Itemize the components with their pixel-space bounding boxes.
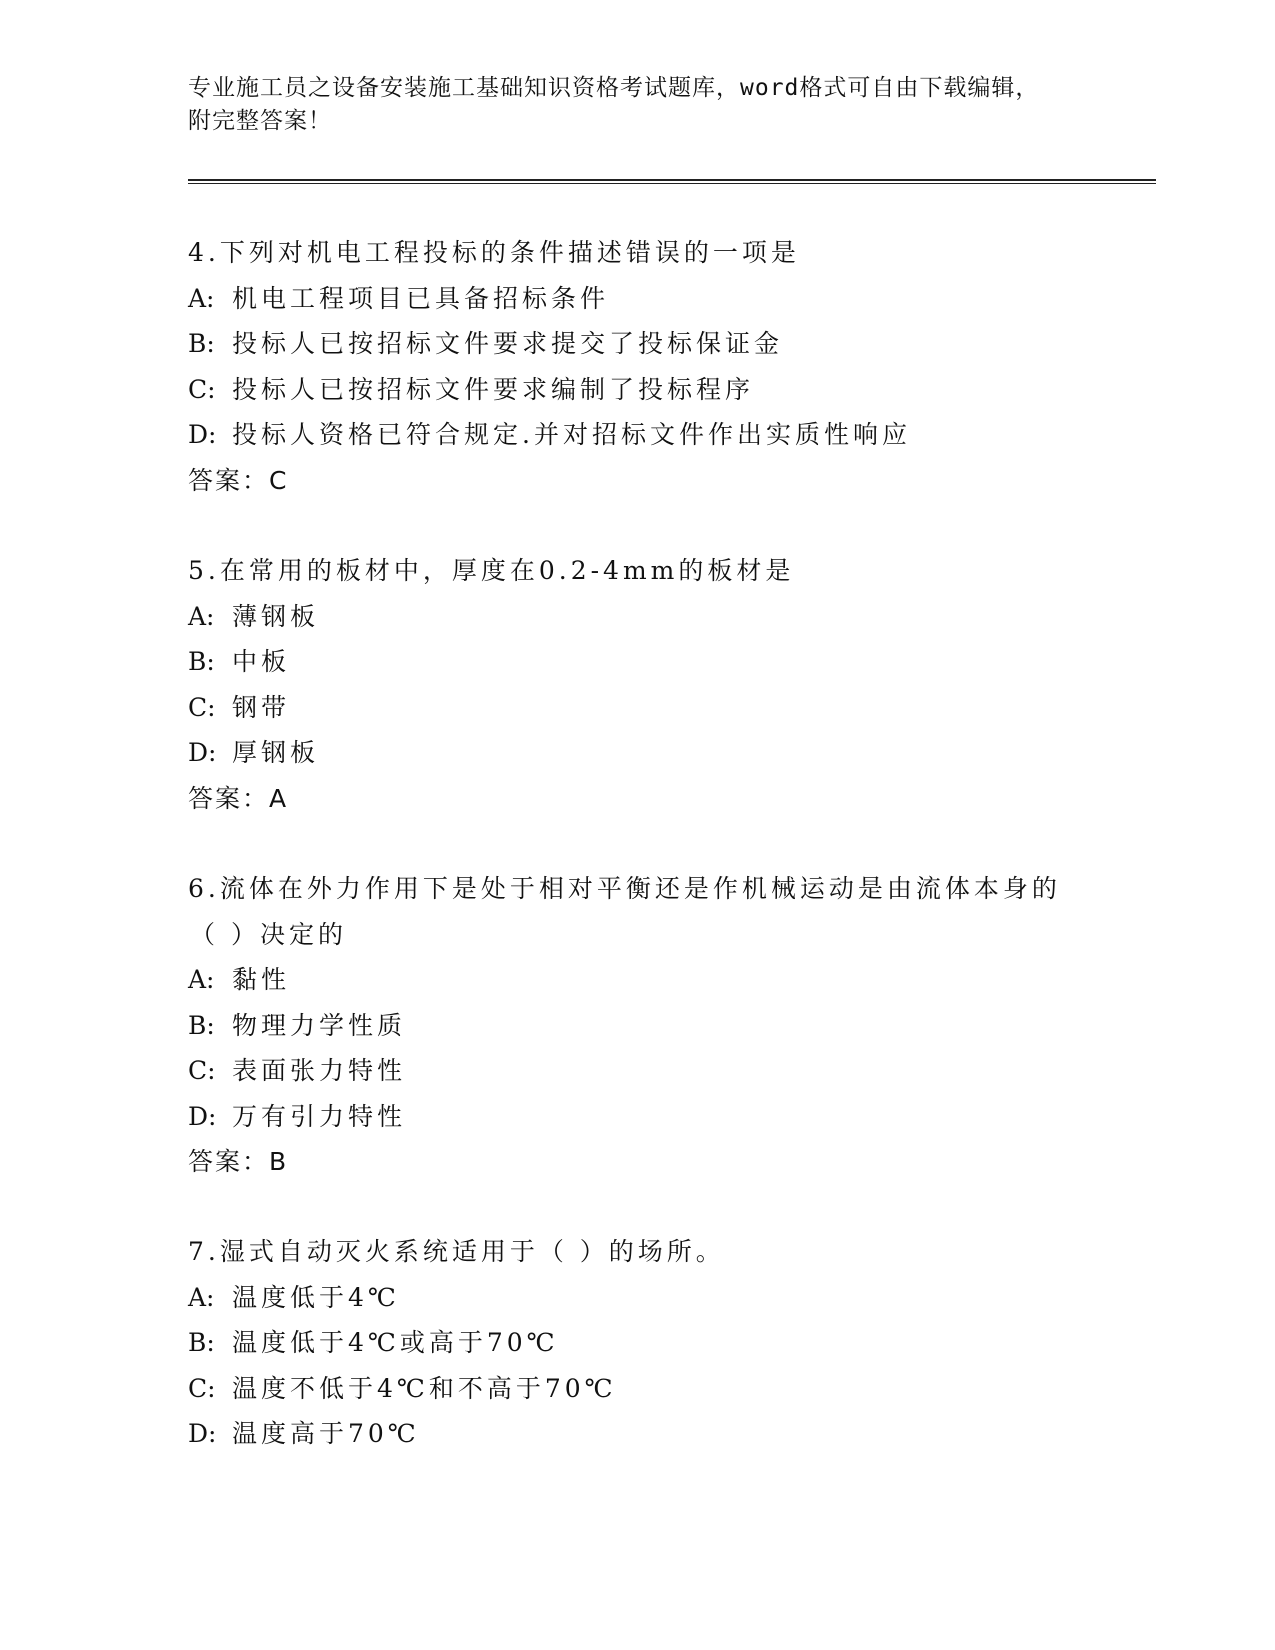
option-letter: A: xyxy=(188,601,215,631)
question-stem: 5.在常用的板材中，厚度在0.2-4mm的板材是 xyxy=(188,556,795,585)
option-text: 钢带 xyxy=(232,692,291,722)
option-b xyxy=(188,321,1088,367)
question-stem: 6.流体在外力作用下是处于相对平衡还是作机械运动是由流体本身的 xyxy=(188,874,1061,903)
option-text: 投标人资格已符合规定.并对招标文件作出实质性响应 xyxy=(232,420,911,449)
option-letter: A: xyxy=(188,965,215,994)
option-c xyxy=(188,685,1088,731)
option-letter: B: xyxy=(188,1328,215,1357)
document-header xyxy=(188,72,1068,138)
question-7 xyxy=(188,1229,1088,1457)
option-c xyxy=(188,1048,1088,1094)
question-stem-continued: （ ）决定的 xyxy=(190,919,347,949)
option-text: 表面张力特性 xyxy=(232,1056,407,1085)
option-letter: A: xyxy=(188,1282,215,1312)
option-a xyxy=(188,276,1088,322)
option-letter: D: xyxy=(188,738,217,767)
option-letter: D: xyxy=(188,420,217,449)
question-6 xyxy=(188,866,1088,1185)
option-letter: A: xyxy=(188,283,215,313)
option-text: 温度不低于4℃和不高于70℃ xyxy=(232,1373,617,1403)
question-4 xyxy=(188,230,1088,503)
option-text: 温度低于4℃ xyxy=(232,1282,400,1312)
option-b xyxy=(188,639,1088,685)
option-letter: C: xyxy=(188,374,216,404)
option-letter: D: xyxy=(188,1101,217,1131)
option-letter: B: xyxy=(188,329,215,358)
option-text: 温度高于70℃ xyxy=(232,1419,420,1448)
option-text: 中板 xyxy=(232,647,291,676)
question-stem: 4.下列对机电工程投标的条件描述错误的一项是 xyxy=(188,238,800,267)
option-letter: B: xyxy=(188,647,215,676)
question-stem: 7.湿式自动灭火系统适用于（ ）的场所。 xyxy=(188,1237,725,1266)
option-a xyxy=(188,1275,1088,1321)
option-a xyxy=(188,594,1088,640)
option-d xyxy=(188,1094,1088,1140)
option-letter: B: xyxy=(188,1010,215,1040)
option-text: 薄钢板 xyxy=(232,601,320,631)
option-letter: C: xyxy=(188,1373,216,1403)
header-line-2: 附完整答案！ xyxy=(188,108,332,134)
option-text: 厚钢板 xyxy=(232,738,320,767)
option-text: 黏性 xyxy=(232,965,291,994)
option-d xyxy=(188,412,1088,458)
option-a xyxy=(188,957,1088,1003)
option-d xyxy=(188,1411,1088,1457)
answer-line: 答案：A xyxy=(188,783,289,813)
option-text: 物理力学性质 xyxy=(232,1010,407,1040)
header-divider-thin xyxy=(188,183,1156,184)
option-text: 万有引力特性 xyxy=(232,1101,407,1131)
question-5 xyxy=(188,548,1088,821)
answer-line: 答案：C xyxy=(188,465,289,495)
option-letter: C: xyxy=(188,1056,216,1085)
header-line-1: 专业施工员之设备安装施工基础知识资格考试题库，word格式可自由下载编辑， xyxy=(188,75,1040,101)
header-divider-thick xyxy=(188,179,1156,181)
option-letter: C: xyxy=(188,692,216,722)
answer-line: 答案：B xyxy=(188,1147,289,1176)
option-c xyxy=(188,367,1088,413)
option-c xyxy=(188,1366,1088,1412)
option-b xyxy=(188,1320,1088,1366)
option-text: 投标人已按招标文件要求提交了投标保证金 xyxy=(232,329,784,358)
option-text: 投标人已按招标文件要求编制了投标程序 xyxy=(232,374,755,404)
option-b xyxy=(188,1003,1088,1049)
option-text: 温度低于4℃或高于70℃ xyxy=(232,1328,559,1357)
option-letter: D: xyxy=(188,1419,217,1448)
option-d xyxy=(188,730,1088,776)
option-text: 机电工程项目已具备招标条件 xyxy=(232,283,610,313)
